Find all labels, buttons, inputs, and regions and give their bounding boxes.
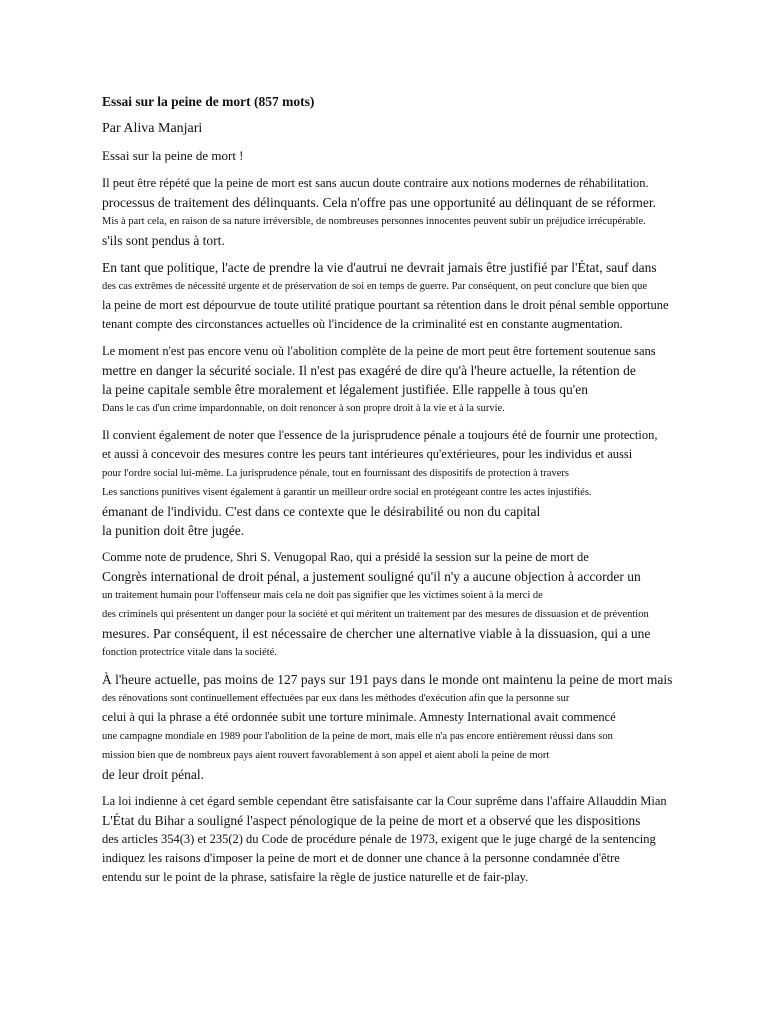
paragraph-line: la peine capitale semble être moralement et légalement justifiée. Elle rappelle à tous qu'en: [102, 382, 588, 397]
paragraph-line: À l'heure actuelle, pas moins de 127 pays sur 191 pays dans le monde ont maintenu la peine de mort mais: [102, 672, 673, 687]
paragraph-line: émanant de l'individu. C'est dans ce contexte que le désirabilité ou non du capital: [102, 504, 541, 519]
paragraph-line: la peine de mort est dépourvue de toute utilité pratique pourtant sa rétention dans le droit pénal semble opportune: [102, 298, 669, 312]
paragraph-line: Il convient également de noter que l'essence de la jurisprudence pénale a toujours été de fournir une protection,: [102, 428, 658, 442]
paragraph: [102, 670, 712, 784]
document-author: Par Aliva Manjari: [102, 121, 203, 136]
paragraph: [102, 258, 712, 334]
document-page: [102, 93, 712, 895]
paragraph-line: La loi indienne à cet égard semble cependant être satisfaisante car la Cour suprême dans l'affaire Allauddin Mian: [102, 794, 667, 808]
paragraph-line: processus de traitement des délinquants. Cela n'offre pas une opportunité au délinquant de se réformer.: [102, 195, 657, 210]
paragraph: [102, 548, 712, 662]
document-body: [102, 174, 712, 887]
paragraph-line: des rénovations sont continuellement effectuées par eux dans les méthodes d'exécution afin que la personne sur: [102, 693, 570, 704]
paragraph-line: Il peut être répété que la peine de mort est sans aucun doute contraire aux notions modernes de réhabilitation.: [102, 176, 649, 190]
paragraph-line: En tant que politique, l'acte de prendre la vie d'autrui ne devrait jamais être justifié par l'État, sauf dans: [102, 260, 657, 275]
paragraph-line: celui à qui la phrase a été ordonnée subit une torture minimale. Amnesty International avait commencé: [102, 710, 616, 724]
paragraph-line: mesures. Par conséquent, il est nécessaire de chercher une alternative viable à la dissuasion, qui a une: [102, 626, 651, 641]
paragraph-line: mission bien que de nombreux pays aient rouvert favorablement à son appel et aient aboli la peine de mort: [102, 750, 550, 761]
paragraph-line: une campagne mondiale en 1989 pour l'abolition de la peine de mort, mais elle n'a pas encore entièrement réussi dans son: [102, 731, 613, 742]
paragraph-line: mettre en danger la sécurité sociale. Il n'est pas exagéré de dire qu'à l'heure actuelle, la rétention de: [102, 363, 636, 378]
paragraph: [102, 174, 712, 250]
paragraph-line: Congrès international de droit pénal, a justement souligné qu'il n'y a aucune objection à accorder un: [102, 569, 641, 584]
paragraph-line: fonction protectrice vitale dans la société.: [102, 647, 277, 658]
paragraph-line: la punition doit être jugée.: [102, 523, 245, 538]
paragraph-line: tenant compte des circonstances actuelles où l'incidence de la criminalité est en constante augmentation.: [102, 317, 623, 331]
paragraph-line: de leur droit pénal.: [102, 767, 204, 782]
paragraph-line: Les sanctions punitives visent également à garantir un meilleur ordre social en protégeant contre les actes injustifiés.: [102, 487, 592, 498]
paragraph-line: Mis à part cela, en raison de sa nature irréversible, de nombreuses personnes innocentes peuvent subir un préjudice irrécupérable.: [102, 216, 646, 227]
paragraph-line: s'ils sont pendus à tort.: [102, 233, 225, 248]
document-subtitle: Essai sur la peine de mort !: [102, 148, 244, 163]
paragraph-line: Le moment n'est pas encore venu où l'abolition complète de la peine de mort peut être fortement soutenue sans: [102, 344, 656, 358]
paragraph-line: un traitement humain pour l'offenseur mais cela ne doit pas signifier que les victimes soient à la merci de: [102, 590, 543, 601]
paragraph-line: entendu sur le point de la phrase, satisfaire la règle de justice naturelle et de fair-play.: [102, 870, 529, 884]
paragraph-line: des articles 354(3) et 235(2) du Code de procédure pénale de 1973, exigent que le juge chargé de la sentencing: [102, 832, 656, 846]
paragraph: [102, 342, 712, 418]
paragraph-line: indiquez les raisons d'imposer la peine de mort et de donner une chance à la personne condamnée d'être: [102, 851, 620, 865]
document-title: Essai sur la peine de mort (857 mots): [102, 94, 315, 109]
paragraph: [102, 792, 712, 887]
paragraph-line: Dans le cas d'un crime impardonnable, on doit renoncer à son propre droit à la vie et à la survie.: [102, 403, 505, 414]
paragraph-line: L'État du Bihar a souligné l'aspect pénologique de la peine de mort et a observé que les dispositions: [102, 813, 641, 828]
paragraph-line: pour l'ordre social lui-même. La jurisprudence pénale, tout en fournissant des dispositifs de protection à travers: [102, 468, 569, 479]
paragraph: [102, 426, 712, 540]
paragraph-line: des cas extrêmes de nécessité urgente et de préservation de soi en temps de guerre. Par conséquent, on peut conclure que bien que: [102, 281, 648, 292]
paragraph-line: Comme note de prudence, Shri S. Venugopal Rao, qui a présidé la session sur la peine de mort de: [102, 550, 589, 564]
paragraph-line: et aussi à concevoir des mesures contre les peurs tant intérieures qu'extérieures, pour les individus et aussi: [102, 447, 633, 461]
paragraph-line: des criminels qui présentent un danger pour la société et qui méritent un traitement par des mesures de dissuasion et de prévention: [102, 609, 649, 620]
